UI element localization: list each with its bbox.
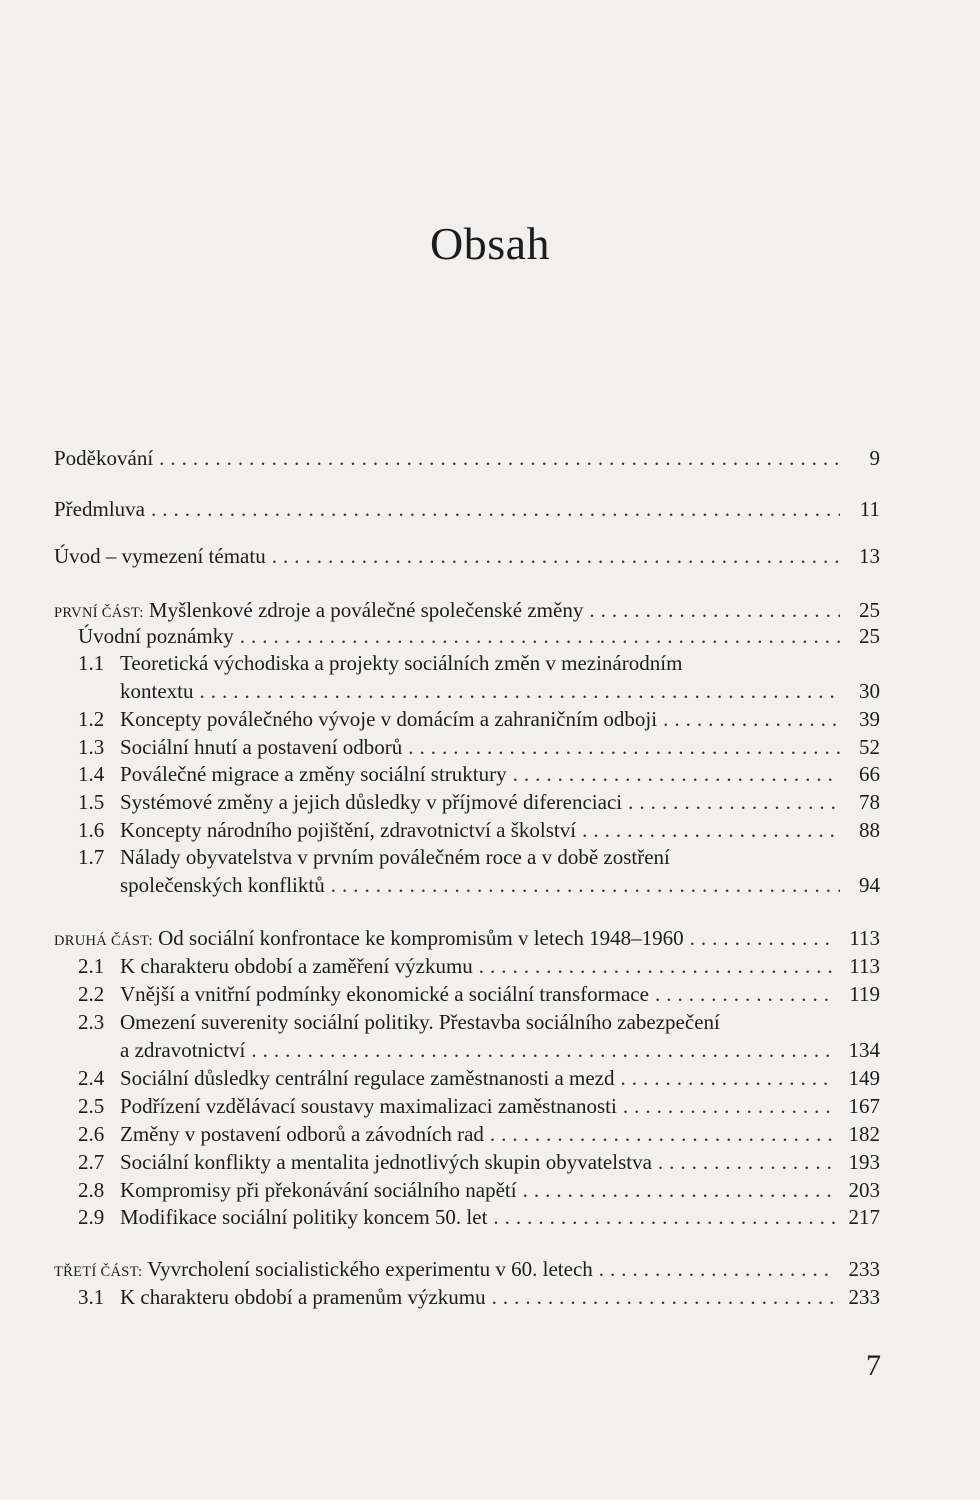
leader-dots xyxy=(655,980,835,1008)
chapter-page: 182 xyxy=(848,1122,880,1146)
leader-dots xyxy=(493,1203,834,1231)
chapter-page: 167 xyxy=(848,1094,880,1118)
entry-page: 11 xyxy=(859,497,880,521)
chapter-number: 2.9 xyxy=(78,1205,105,1229)
leader-dots xyxy=(240,622,840,650)
chapter-entry xyxy=(120,871,880,899)
toc-entry xyxy=(78,622,880,650)
chapter-page: 193 xyxy=(848,1150,880,1174)
leader-dots xyxy=(408,733,840,761)
chapter-number: 2.6 xyxy=(78,1122,105,1146)
chapter-line1 xyxy=(78,1008,880,1036)
entry-label: Předmluva xyxy=(54,497,145,521)
chapter-label: společenských konfliktů xyxy=(120,873,325,897)
leader-dots xyxy=(599,1255,835,1283)
chapter-entry xyxy=(78,733,880,761)
entry-page: 9 xyxy=(869,446,880,470)
chapter-number: 2.8 xyxy=(78,1178,105,1202)
part-title-text: Od sociální konfrontace ke kompromisům v letech 1948–1960 xyxy=(158,926,684,950)
entry-label: Poděkování xyxy=(54,446,154,470)
leader-dots xyxy=(663,705,840,733)
chapter-number: 1.1 xyxy=(78,651,105,675)
chapter-label: Koncepty poválečného vývoje v domácím a zahraničním odboji xyxy=(120,707,658,731)
part-heading xyxy=(54,924,880,952)
leader-dots xyxy=(589,596,840,624)
chapter-entry xyxy=(78,760,880,788)
chapter-number: 2.4 xyxy=(78,1066,105,1090)
entry-page: 25 xyxy=(859,598,880,622)
leader-dots xyxy=(623,1092,835,1120)
toc-entry xyxy=(54,444,880,472)
chapter-page: 113 xyxy=(849,954,880,978)
leader-dots xyxy=(151,495,840,523)
part-prefix: PRVNÍ ČÁST: xyxy=(54,605,144,621)
chapter-label-line1: Omezení suverenity sociální politiky. Přestavba sociálního zabezpečení xyxy=(120,1010,720,1034)
chapter-label: a zdravotnictví xyxy=(120,1038,246,1062)
chapter-entry xyxy=(78,1176,880,1204)
part-title-text: Vyvrcholení socialistického experimentu v 60. letech xyxy=(147,1257,593,1281)
chapter-label: Sociální hnutí a postavení odborů xyxy=(120,735,403,759)
chapter-entry xyxy=(78,980,880,1008)
chapter-label: Změny v postavení odborů a závodních rad xyxy=(120,1122,484,1146)
leader-dots xyxy=(620,1064,834,1092)
chapter-label: Poválečné migrace a změny sociální struktury xyxy=(120,762,507,786)
chapter-entry xyxy=(78,1092,880,1120)
chapter-label-line1: Teoretická východiska a projekty sociálních změn v mezinárodním xyxy=(120,651,683,675)
chapter-number: 1.6 xyxy=(78,818,105,842)
chapter-entry xyxy=(78,1283,880,1311)
chapter-page: 119 xyxy=(849,982,880,1006)
chapter-entry xyxy=(78,1120,880,1148)
chapter-entry xyxy=(120,677,880,705)
chapter-label: Systémové změny a jejich důsledky v příjmové diferenciaci xyxy=(120,790,623,814)
page-title: Obsah xyxy=(429,218,551,269)
chapter-label: Modifikace sociální politiky koncem 50. let xyxy=(120,1205,488,1229)
chapter-page: 78 xyxy=(859,790,880,814)
chapter-page: 94 xyxy=(859,873,880,897)
chapter-number: 1.7 xyxy=(78,845,105,869)
chapter-number: 3.1 xyxy=(78,1285,105,1309)
entry-page: 233 xyxy=(848,1257,880,1281)
chapter-entry xyxy=(78,705,880,733)
leader-dots xyxy=(628,788,840,816)
chapter-number: 1.2 xyxy=(78,707,105,731)
chapter-entry xyxy=(120,1036,880,1064)
leader-dots xyxy=(159,444,840,472)
chapter-page: 203 xyxy=(848,1178,880,1202)
chapter-number: 2.7 xyxy=(78,1150,105,1174)
page-folio: 7 xyxy=(866,1349,881,1382)
chapter-page: 30 xyxy=(859,679,880,703)
chapter-page: 66 xyxy=(859,762,880,786)
chapter-page: 52 xyxy=(859,735,880,759)
chapter-number: 2.2 xyxy=(78,982,105,1006)
chapter-page: 39 xyxy=(859,707,880,731)
chapter-number: 1.4 xyxy=(78,762,105,786)
entry-label: Úvod – vymezení tématu xyxy=(54,544,266,568)
part-prefix: DRUHÁ ČÁST: xyxy=(54,933,153,949)
chapter-line1 xyxy=(78,843,880,871)
toc-entry xyxy=(54,495,880,523)
chapter-number: 2.1 xyxy=(78,954,105,978)
entry-label: Úvodní poznámky xyxy=(78,624,234,648)
chapter-label: Koncepty národního pojištění, zdravotnictví a školství xyxy=(120,818,577,842)
part-prefix: TŘETÍ ČÁST: xyxy=(54,1264,143,1280)
chapter-page: 88 xyxy=(859,818,880,842)
chapter-entry xyxy=(78,1148,880,1176)
chapter-label: K charakteru období a zaměření výzkumu xyxy=(120,954,473,978)
part-heading xyxy=(54,596,880,624)
leader-dots xyxy=(658,1148,835,1176)
chapter-number: 1.5 xyxy=(78,790,105,814)
toc-entry xyxy=(54,542,880,570)
part-title xyxy=(54,924,684,955)
chapter-label: kontextu xyxy=(120,679,194,703)
chapter-number: 1.3 xyxy=(78,735,105,759)
leader-dots xyxy=(490,1120,835,1148)
leader-dots xyxy=(513,760,840,788)
chapter-label: Sociální konflikty a mentalita jednotlivých skupin obyvatelstva xyxy=(120,1150,652,1174)
chapter-entry xyxy=(78,816,880,844)
chapter-entry xyxy=(78,788,880,816)
leader-dots xyxy=(331,871,840,899)
leader-dots xyxy=(523,1176,835,1204)
chapter-label: Kompromisy při překonávání sociálního napětí xyxy=(120,1178,517,1202)
entry-page: 13 xyxy=(859,544,880,568)
chapter-label: Podřízení vzdělávací soustavy maximalizaci zaměstnanosti xyxy=(120,1094,617,1118)
chapter-line1 xyxy=(78,649,880,677)
entry-page: 25 xyxy=(859,624,880,648)
chapter-page: 134 xyxy=(848,1038,880,1062)
leader-dots xyxy=(492,1283,835,1311)
chapter-page: 233 xyxy=(848,1285,880,1309)
chapter-number: 2.5 xyxy=(78,1094,105,1118)
entry-page: 113 xyxy=(849,926,880,950)
part-heading xyxy=(54,1255,880,1283)
leader-dots xyxy=(479,952,835,980)
part-title xyxy=(54,1255,593,1286)
leader-dots xyxy=(582,816,840,844)
leader-dots xyxy=(690,924,836,952)
chapter-label-line1: Nálady obyvatelstva v prvním poválečném roce a v době zostření xyxy=(120,845,670,869)
leader-dots xyxy=(200,677,841,705)
chapter-label: K charakteru období a pramenům výzkumu xyxy=(120,1285,486,1309)
leader-dots xyxy=(251,1036,834,1064)
leader-dots xyxy=(272,542,840,570)
chapter-label: Vnější a vnitřní podmínky ekonomické a sociální transformace xyxy=(120,982,649,1006)
chapter-entry xyxy=(78,952,880,980)
chapter-page: 149 xyxy=(848,1066,880,1090)
chapter-entry xyxy=(78,1203,880,1231)
chapter-entry xyxy=(78,1064,880,1092)
chapter-page: 217 xyxy=(848,1205,880,1229)
chapter-label: Sociální důsledky centrální regulace zaměstnanosti a mezd xyxy=(120,1066,615,1090)
part-title-text: Myšlenkové zdroje a poválečné společenské změny xyxy=(148,598,584,622)
chapter-number: 2.3 xyxy=(78,1010,105,1034)
